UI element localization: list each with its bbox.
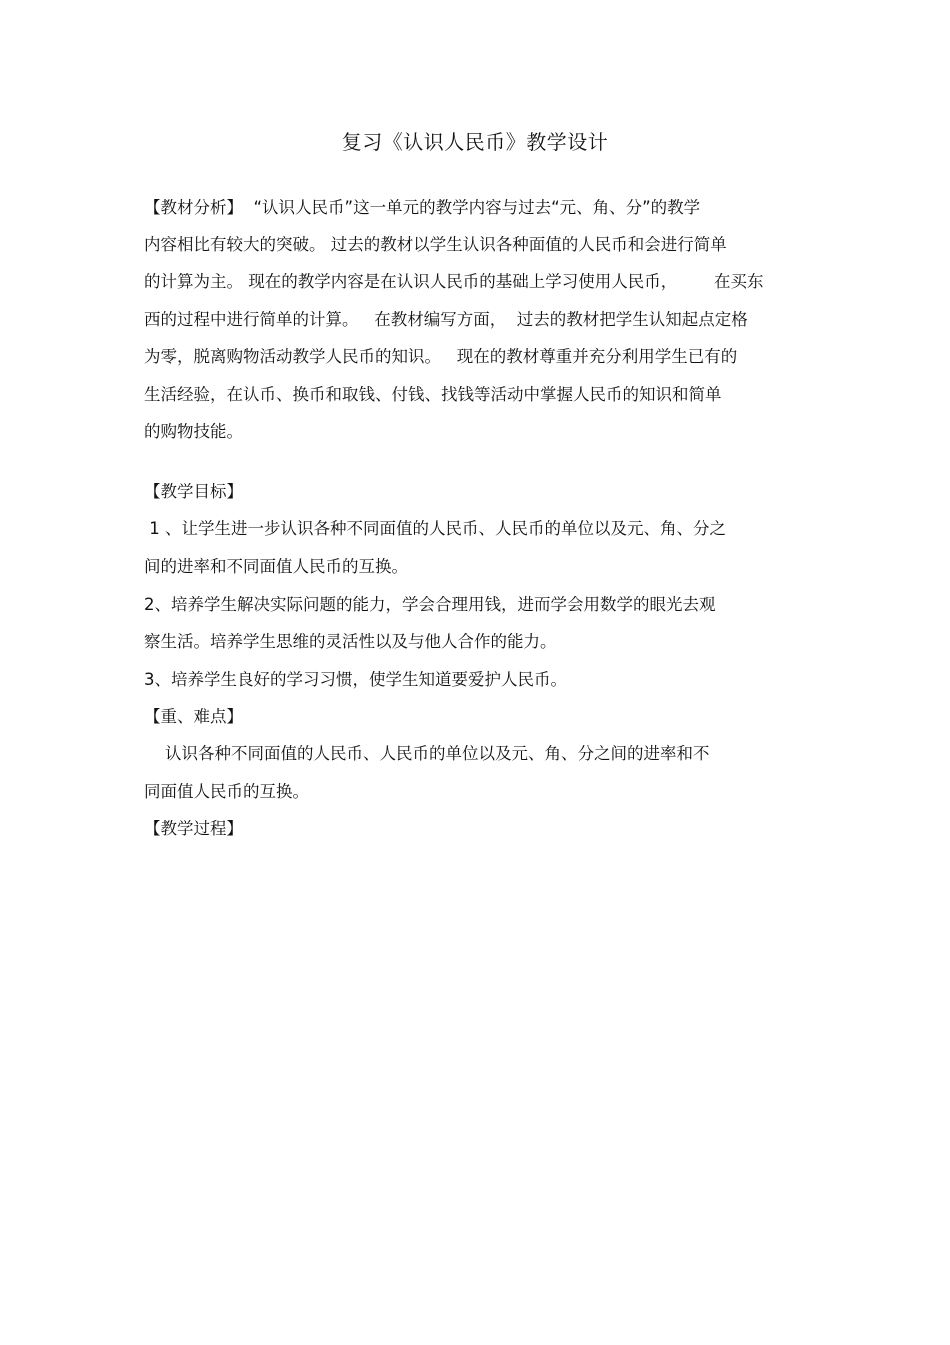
objective-1-line-2: 间的进率和不同面值人民币的互换。	[144, 557, 408, 576]
key-points-line-2: 同面值人民币的互换。	[144, 782, 309, 801]
key-points-line-1: 认识各种不同面值的人民币、人民币的单位以及元、角、分之间的进率和不	[144, 744, 710, 763]
section-heading-key-points: 【重、难点】	[144, 707, 243, 726]
section-heading-objectives: 【教学目标】	[144, 482, 243, 501]
objective-1-line-1: 1 、让学生进一步认识各种不同面值的人民币、人民币的单位以及元、角、分之	[144, 519, 726, 538]
analysis-line-5: 为零，脱离购物活动教学人民币的知识。 现在的教材尊重并充分利用学生已有的	[144, 347, 738, 366]
analysis-line-4: 西的过程中进行简单的计算。 在教材编写方面， 过去的教材把学生认知起点定格	[144, 310, 748, 329]
objective-3: 3、培养学生良好的学习习惯，使学生知道要爱护人民币。	[144, 670, 567, 689]
analysis-line-6: 生活经验，在认币、换币和取钱、付钱、找钱等活动中掌握人民币的知识和简单	[144, 385, 722, 404]
analysis-line-2: 内容相比有较大的突破。 过去的教材以学生认识各种面值的人民币和会进行简单	[144, 235, 727, 254]
objective-2-line-1: 2、培养学生解决实际问题的能力，学会合理用钱，进而学会用数学的眼光去观	[144, 595, 716, 614]
analysis-line-3: 的计算为主。 现在的教学内容是在认识人民币的基础上学习使用人民币， 在买东	[144, 272, 764, 291]
objective-2-line-2: 察生活。培养学生思维的灵活性以及与他人合作的能力。	[144, 632, 557, 651]
analysis-line-7: 的购物技能。	[144, 422, 243, 441]
document-title: 复习《认识人民币》教学设计	[341, 130, 609, 154]
analysis-line-1: 【教材分析】 “认识人民币”这一单元的教学内容与过去“元、角、分”的教学	[144, 198, 701, 217]
section-heading-process: 【教学过程】	[144, 819, 243, 838]
